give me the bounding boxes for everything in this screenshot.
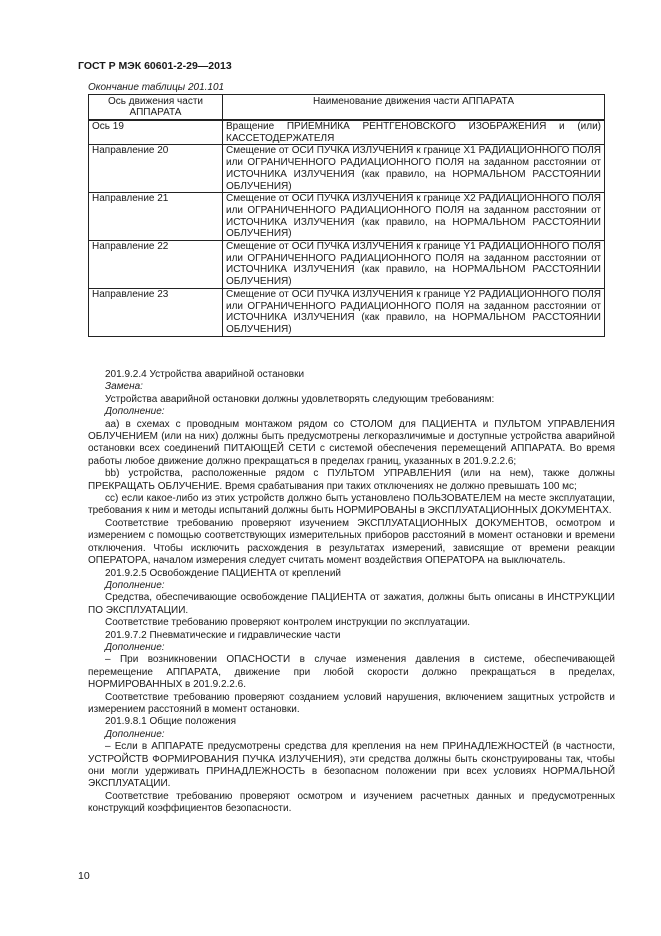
list-item: сс) если какое-либо из этих устройств должно быть установлено ПОЛЬЗОВАТЕЛЕМ на месте эксплуатации, требования к ним и методы испытаний должны быть НОРМИРОВАНЫ в ЭКСПЛУАТАЦИОННЫХ ДОКУМЕНТАХ. <box>88 493 615 517</box>
table-row <box>89 193 605 241</box>
page-number: 10 <box>78 870 90 882</box>
table-row <box>89 288 605 336</box>
table-row <box>89 241 605 289</box>
motion-table <box>88 94 605 337</box>
list-item: – При возникновении ОПАСНОСТИ в случае изменения давления в системе, обеспечивающей перемещение АППАРАТА, движение при любой скорости должно прекращаться в пределах, НОРМИРОВАННЫХ в 201.9.2.2.6. <box>88 654 615 691</box>
table-row <box>89 120 605 145</box>
list-item: bb) устройства, расположенные рядом с ПУЛЬТОМ УПРАВЛЕНИЯ (или на нем), также должны ПРЕКРАЩАТЬ ОБЛУЧЕНИЕ. Время срабатывания при таких отключениях не должно превышать 100 мс; <box>88 468 615 492</box>
axis-cell: Направление 22 <box>89 241 223 289</box>
list-item: – Если в АППАРАТЕ предусмотрены средства для крепления на нем ПРИНАДЛЕЖНОСТЕЙ (в частности, УСТРОЙСТВ ФОРМИРОВАНИЯ ПУЧКА ИЗЛУЧЕНИЯ), эти средства должны быть сконструированы так, чтобы они могли удерживать ПРИНАДЛЕЖНОСТЬ в безопасном положении при всех условиях НОРМАЛЬНОЙ ЭКСПЛУАТАЦИИ. <box>88 741 615 790</box>
motion-name-cell: Вращение ПРИЕМНИКА РЕНТГЕНОВСКОГО ИЗОБРАЖЕНИЯ и (или) КАССЕТОДЕРЖАТЕЛЯ <box>223 120 605 145</box>
amendment-label: Дополнение: <box>105 579 165 591</box>
amendment-label: Дополнение: <box>105 728 165 740</box>
list-item: аа) в схемах с проводным монтажом рядом со СТОЛОМ для ПАЦИЕНТА и ПУЛЬТОМ УПРАВЛЕНИЯ ОБЛУЧЕНИЕМ (или на них) должны быть предусмотрены легкоразличимые и доступные устройства аварийной остановки всех соединений ПИТАЮЩЕЙ СЕТИ с системой обеспечения перемещений АППАРАТА. Во время работы любое движение должно прекращаться в пределах границ, указанных в 201.9.2.2.6; <box>88 418 615 467</box>
paragraph: Средства, обеспечивающие освобождение ПАЦИЕНТА от зажатия, должны быть описаны в ИНСТРУКЦИИ ПО ЭКСПЛУАТАЦИИ. <box>88 592 615 616</box>
document-header: ГОСТ Р МЭК 60601-2-29—2013 <box>78 60 232 72</box>
section-heading: 201.9.2.5 Освобождение ПАЦИЕНТА от креплений <box>105 567 341 579</box>
paragraph: Соответствие требованию проверяют созданием условий нарушения, включением защитных устройств и измерением расстояний в момент остановки. <box>88 691 615 715</box>
axis-cell: Направление 20 <box>89 145 223 193</box>
table-row <box>89 145 605 193</box>
amendment-label: Дополнение: <box>105 641 165 653</box>
column-header-axis: Ось движения части АППАРАТА <box>89 95 223 121</box>
paragraph: Соответствие требованию проверяют контролем инструкции по эксплуатации. <box>105 617 471 629</box>
paragraph: Соответствие требованию проверяют осмотром и изучением расчетных данных и предусмотренных конструкций коэффициентов безопасности. <box>88 790 615 815</box>
section-heading: 201.9.7.2 Пневматические и гидравлические части <box>105 629 341 641</box>
motion-name-cell: Смещение от ОСИ ПУЧКА ИЗЛУЧЕНИЯ к границе Y2 РАДИАЦИОННОГО ПОЛЯ или ОГРАНИЧЕННОГО РАДИАЦИОННОГО ПОЛЯ на заданном расстоянии от ИСТОЧНИКА ИЗЛУЧЕНИЯ (как правило, на НОРМАЛЬНОМ РАССТОЯНИИ ОБЛУЧЕНИЯ) <box>223 288 605 336</box>
document-body <box>88 369 615 816</box>
axis-cell: Направление 23 <box>89 288 223 336</box>
section-heading: 201.9.2.4 Устройства аварийной остановки <box>105 369 305 380</box>
motion-name-cell: Смещение от ОСИ ПУЧКА ИЗЛУЧЕНИЯ к границе X1 РАДИАЦИОННОГО ПОЛЯ или ОГРАНИЧЕННОГО РАДИАЦИОННОГО ПОЛЯ на заданном расстоянии от ИСТОЧНИКА ИЗЛУЧЕНИЯ (как правило, на НОРМАЛЬНОМ РАССТОЯНИИ ОБЛУЧЕНИЯ) <box>223 145 605 193</box>
axis-cell: Ось 19 <box>89 120 223 145</box>
amendment-label: Замена: <box>105 381 143 393</box>
motion-name-cell: Смещение от ОСИ ПУЧКА ИЗЛУЧЕНИЯ к границе X2 РАДИАЦИОННОГО ПОЛЯ или ОГРАНИЧЕННОГО РАДИАЦИОННОГО ПОЛЯ на заданном расстоянии от ИСТОЧНИКА ИЗЛУЧЕНИЯ (как правило, на НОРМАЛЬНОМ РАССТОЯНИИ ОБЛУЧЕНИЯ) <box>223 193 605 241</box>
section-heading: 201.9.8.1 Общие положения <box>105 716 237 728</box>
axis-cell: Направление 21 <box>89 193 223 241</box>
table-caption: Окончание таблицы 201.101 <box>88 82 225 93</box>
amendment-label: Дополнение: <box>105 406 165 418</box>
paragraph: Устройства аварийной остановки должны удовлетворять следующим требованиям: <box>105 393 495 405</box>
paragraph: Соответствие требованию проверяют изучением ЭКСПЛУАТАЦИОННЫХ ДОКУМЕНТОВ, осмотром и измерением с помощью соответствующих измерительных приборов расстояний в момент остановки и времени отключения. Чтобы исключить расхождения в результатах измерений, зависящие от времени реакции ОПЕРАТОРА, началом измерения следует считать момент воздействия ОПЕРАТОРА на выключатель. <box>88 517 615 567</box>
column-header-name: Наименование движения части АППАРАТА <box>223 95 605 121</box>
motion-name-cell: Смещение от ОСИ ПУЧКА ИЗЛУЧЕНИЯ к границе Y1 РАДИАЦИОННОГО ПОЛЯ или ОГРАНИЧЕННОГО РАДИАЦИОННОГО ПОЛЯ на заданном расстоянии от ИСТОЧНИКА ИЗЛУЧЕНИЯ (как правило, на НОРМАЛЬНОМ РАССТОЯНИИ ОБЛУЧЕНИЯ) <box>223 241 605 289</box>
